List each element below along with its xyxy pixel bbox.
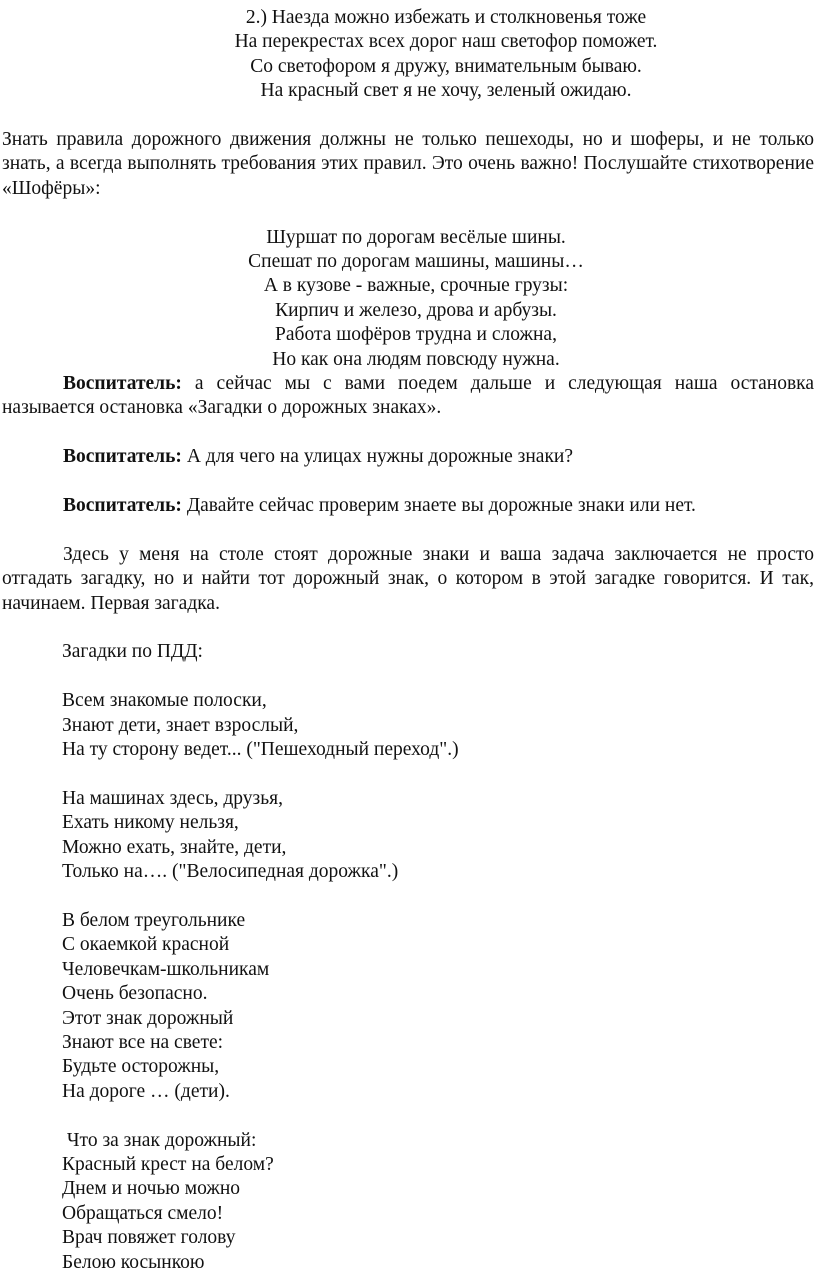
riddle-line: Что за знак дорожный: <box>62 1129 257 1151</box>
teacher-paragraph-3 <box>0 494 816 518</box>
riddle-line: Очень безопасно. <box>62 983 208 1005</box>
task-paragraph: Здесь у меня на столе стоят дорожные знаки и ваша задача заключается не просто отгадать загадку, но и найти тот дорожный знак, о котором в этой загадке говорится. И так, начинаем. Первая загадка. <box>2 543 814 614</box>
riddle-line: Человечкам-школьникам <box>62 958 270 980</box>
riddle-line: Белою косынкою <box>62 1251 205 1273</box>
teacher-text: а сейчас мы с вами поедем дальше и следующая наша остановка называется остановка «Загадки о дорожных знаках». <box>2 373 814 419</box>
poem-drivers <box>0 226 816 372</box>
poem-line: На красный свет я не хочу, зеленый ожидаю. <box>260 80 632 102</box>
poem-line: Со светофором я дружу, внимательным бываю. <box>250 55 642 77</box>
riddle-line: Знают дети, знает взрослый, <box>62 714 299 736</box>
riddle-line: Можно ехать, знайте, дети, <box>62 836 287 858</box>
teacher-paragraph-2 <box>0 445 816 469</box>
riddle-bike-path <box>0 787 816 885</box>
riddle-line: Ехать никому нельзя, <box>62 812 239 834</box>
riddle-line: На ту сторону ведет... ("Пешеходный переход".) <box>62 739 459 761</box>
intro-paragraph: Знать правила дорожного движения должны не только пешеходы, но и шоферы, и не только знать, а всегда выполнять требования этих правил. Это очень важно! Послушайте стихотворение «Шофёры»: <box>2 129 814 199</box>
riddle-line: Этот знак дорожный <box>62 1007 234 1029</box>
speaker-label: Воспитатель: <box>63 495 182 517</box>
speaker-label: Воспитатель: <box>63 373 182 395</box>
riddle-line: Днем и ночью можно <box>62 1178 241 1200</box>
teacher-text: Давайте сейчас проверим знаете вы дорожные знаки или нет. <box>186 495 696 517</box>
poem-line: Спешат по дорогам машины, машины… <box>248 251 584 273</box>
poem-line: А в кузове - важные, срочные грузы: <box>263 275 569 297</box>
riddle-line: Обращаться смело! <box>62 1202 224 1224</box>
riddle-line: Врач повяжет голову <box>62 1227 236 1249</box>
riddle-line: На машинах здесь, друзья, <box>62 787 283 809</box>
poem-line: Шуршат по дорогам весёлые шины. <box>266 226 566 248</box>
riddle-line: На дороге … (дети). <box>62 1080 230 1102</box>
speaker-label: Воспитатель: <box>63 446 182 468</box>
riddle-crosswalk <box>0 689 816 762</box>
riddle-line: Красный крест на белом? <box>62 1153 274 1175</box>
riddle-line: С окаемкой красной <box>62 934 230 956</box>
riddle-line: Всем знакомые полоски, <box>62 690 267 712</box>
riddle-line: Будьте осторожны, <box>62 1056 220 1078</box>
poem-line: Работа шофёров трудна и сложна, <box>275 324 557 346</box>
teacher-paragraph-1 <box>0 372 816 421</box>
riddle-line: Только на…. ("Велосипедная дорожка".) <box>62 861 399 883</box>
teacher-text: А для чего на улицах нужны дорожные знаки? <box>186 446 574 468</box>
riddle-first-aid <box>0 1129 816 1275</box>
riddle-line: Знают все на свете: <box>62 1031 224 1053</box>
riddles-heading: Загадки по ПДД: <box>62 641 203 663</box>
poem-traffic-light <box>0 6 816 104</box>
document-page <box>0 6 816 1275</box>
riddle-children <box>0 909 816 1104</box>
poem-line: Кирпич и железо, дрова и арбузы. <box>275 299 557 321</box>
poem-line: Но как она людям повсюду нужна. <box>272 348 560 370</box>
poem-line: На перекрестах всех дорог наш светофор поможет. <box>234 31 658 53</box>
poem-line: 2.) Наезда можно избежать и столкновенья тоже <box>245 7 647 28</box>
riddle-line: В белом треугольнике <box>62 909 246 931</box>
